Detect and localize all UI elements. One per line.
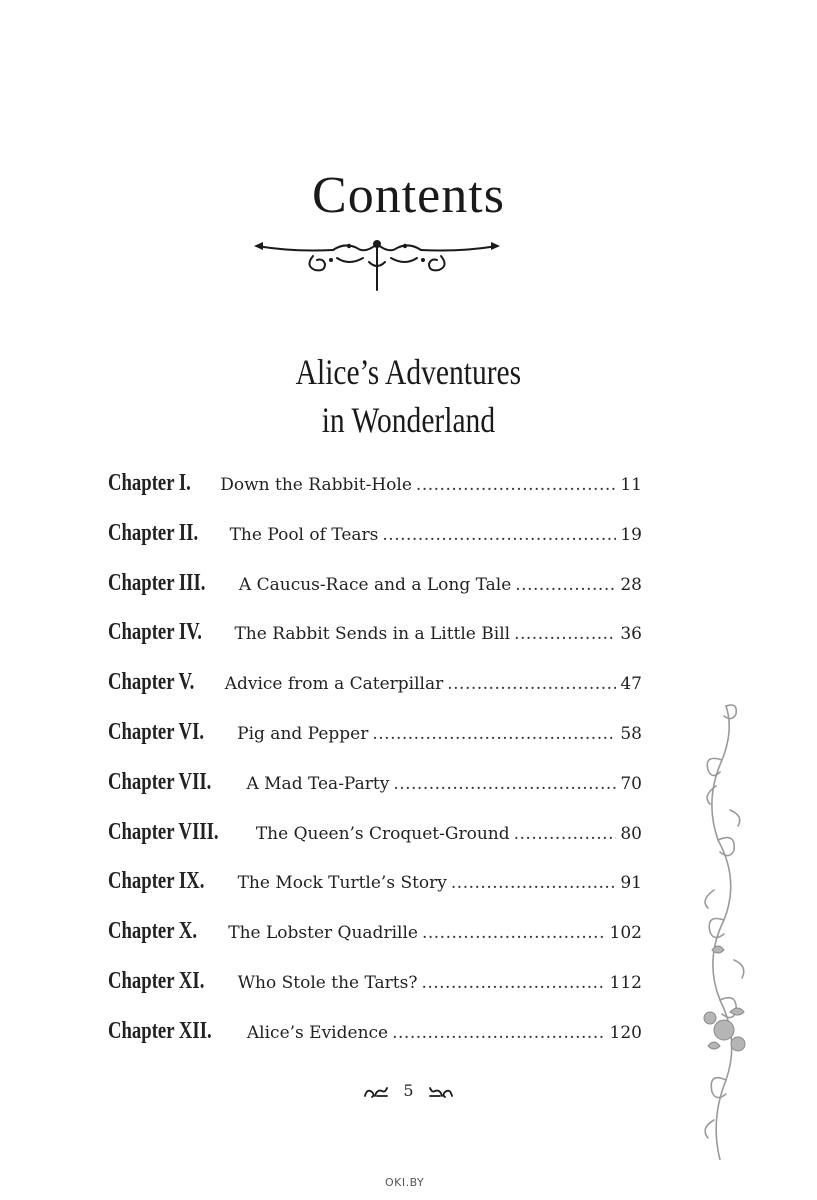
dot-leader [514, 824, 617, 844]
toc-entry[interactable] [108, 968, 642, 1018]
chapter-page: 19 [620, 524, 642, 545]
chapter-title: Pig and Pepper [237, 723, 369, 744]
chapter-page: 120 [609, 1022, 642, 1043]
chapter-title: The Pool of Tears [229, 524, 379, 545]
chapter-label: Chapter VIII. [108, 818, 219, 845]
chapter-title: The Queen’s Croquet-Ground [255, 823, 510, 844]
toc-entry[interactable] [108, 570, 642, 620]
chapter-page: 91 [620, 873, 642, 894]
chapter-title: The Rabbit Sends in a Little Bill [234, 624, 511, 645]
dot-leader [421, 973, 605, 993]
page-title: Contents [312, 167, 505, 224]
chapter-label: Chapter IX. [108, 868, 205, 895]
toc-entry[interactable] [108, 769, 642, 819]
toc-entry[interactable] [108, 819, 642, 869]
chapter-title: The Lobster Quadrille [228, 923, 418, 944]
flourish-icon [363, 1084, 389, 1100]
chapter-page: 58 [620, 723, 642, 744]
toc-entry[interactable] [108, 1018, 642, 1068]
chapter-title: Advice from a Caterpillar [224, 674, 444, 695]
dot-leader [372, 724, 616, 744]
chapter-label: Chapter XI. [108, 967, 205, 994]
dot-leader [447, 674, 616, 694]
chapter-page: 102 [609, 923, 642, 944]
dot-leader [422, 923, 606, 943]
book-title-line2: in Wonderland [321, 400, 496, 440]
table-of-contents [108, 470, 642, 1068]
rose-vine-icon [690, 700, 760, 1160]
toc-entry[interactable] [108, 470, 642, 520]
book-title-line1: Alice’s Adventures [295, 352, 522, 392]
dot-leader [382, 525, 616, 545]
chapter-page: 80 [620, 823, 642, 844]
flourish-icon [428, 1084, 454, 1100]
chapter-page: 28 [620, 574, 642, 595]
dot-leader [392, 1023, 605, 1043]
chapter-title: A Caucus-Race and a Long Tale [238, 574, 512, 595]
book-title [73, 348, 743, 444]
toc-entry[interactable] [108, 669, 642, 719]
page-number: 5 [403, 1081, 414, 1100]
dot-leader [515, 575, 616, 595]
chapter-page: 36 [620, 624, 642, 645]
chapter-title: Who Stole the Tarts? [237, 972, 418, 993]
chapter-label: Chapter IV. [108, 619, 202, 646]
chapter-page: 11 [620, 475, 642, 495]
chapter-label: Chapter III. [108, 569, 206, 596]
chapter-title: Down the Rabbit-Hole [220, 475, 412, 495]
chapter-title: A Mad Tea-Party [246, 773, 390, 794]
chapter-page: 70 [620, 773, 642, 794]
chapter-page: 112 [609, 972, 642, 993]
dot-leader [416, 475, 616, 495]
chapter-label: Chapter I. [108, 470, 191, 496]
chapter-label: Chapter VII. [108, 768, 212, 795]
toc-entry[interactable] [108, 868, 642, 918]
dot-leader [393, 774, 616, 794]
toc-entry[interactable] [108, 719, 642, 769]
watermark: OKI.BY [385, 1176, 425, 1189]
chapter-label: Chapter V. [108, 669, 195, 696]
chapter-label: Chapter XII. [108, 1017, 212, 1044]
chapter-label: Chapter VI. [108, 718, 205, 745]
chapter-label: Chapter II. [108, 519, 199, 546]
chapter-title: The Mock Turtle’s Story [237, 873, 447, 894]
toc-entry[interactable] [108, 619, 642, 669]
chapter-title: Alice’s Evidence [246, 1022, 389, 1043]
toc-entry[interactable] [108, 520, 642, 570]
dot-leader [451, 873, 616, 893]
dot-leader [514, 624, 616, 644]
chapter-label: Chapter X. [108, 918, 198, 945]
scroll-ornament-icon [253, 232, 501, 292]
chapter-page: 47 [620, 674, 642, 695]
toc-entry[interactable] [108, 918, 642, 968]
